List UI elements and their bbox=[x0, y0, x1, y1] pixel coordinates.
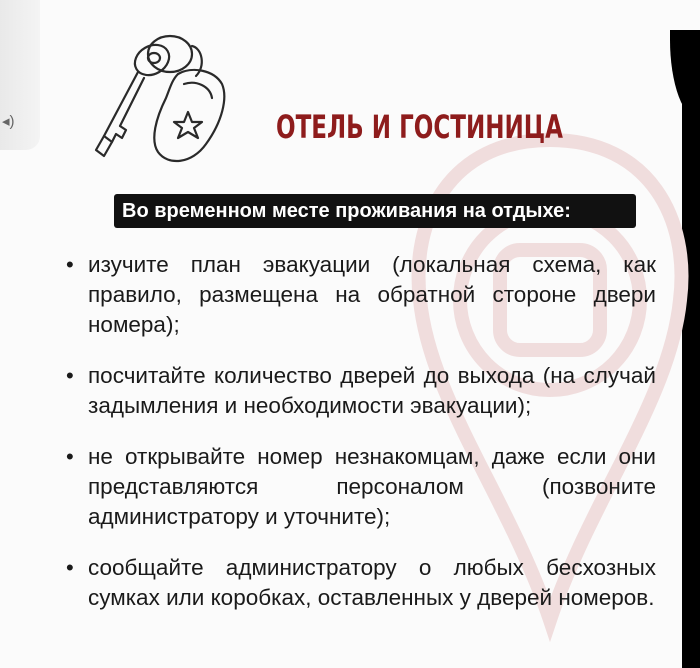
subtitle-text: Во временном месте проживания на отдыхе: bbox=[122, 200, 571, 222]
hotel-keys-icon bbox=[82, 26, 242, 176]
list-item-text: не открывайте номер незнакомцам, даже если они представляются персоналом (позвоните администратору и уточните); bbox=[88, 444, 656, 529]
bullet-icon: • bbox=[66, 444, 74, 469]
list-item bbox=[58, 361, 656, 421]
bullet-icon: • bbox=[66, 252, 74, 277]
list-item-text: изучите план эвакуации (локальная схема, как правило, размещена на обратной стороне двери номера); bbox=[88, 252, 656, 337]
side-widget bbox=[0, 0, 40, 150]
list-item-text: посчитайте количество дверей до выхода (на случай задымления и необходимости эвакуации); bbox=[88, 363, 656, 418]
page-title: ОТЕЛЬ И ГОСТИНИЦА bbox=[276, 108, 564, 146]
list-item-text: сообщайте администратору о любых бесхозных сумках или коробках, оставленных у дверей номеров. bbox=[88, 555, 656, 610]
safety-tips-list bbox=[58, 250, 656, 634]
list-item bbox=[58, 250, 656, 340]
bullet-icon: • bbox=[66, 555, 74, 580]
list-item bbox=[58, 553, 656, 613]
speaker-icon[interactable]: ◂) bbox=[2, 113, 15, 130]
list-item bbox=[58, 442, 656, 532]
bullet-icon: • bbox=[66, 363, 74, 388]
